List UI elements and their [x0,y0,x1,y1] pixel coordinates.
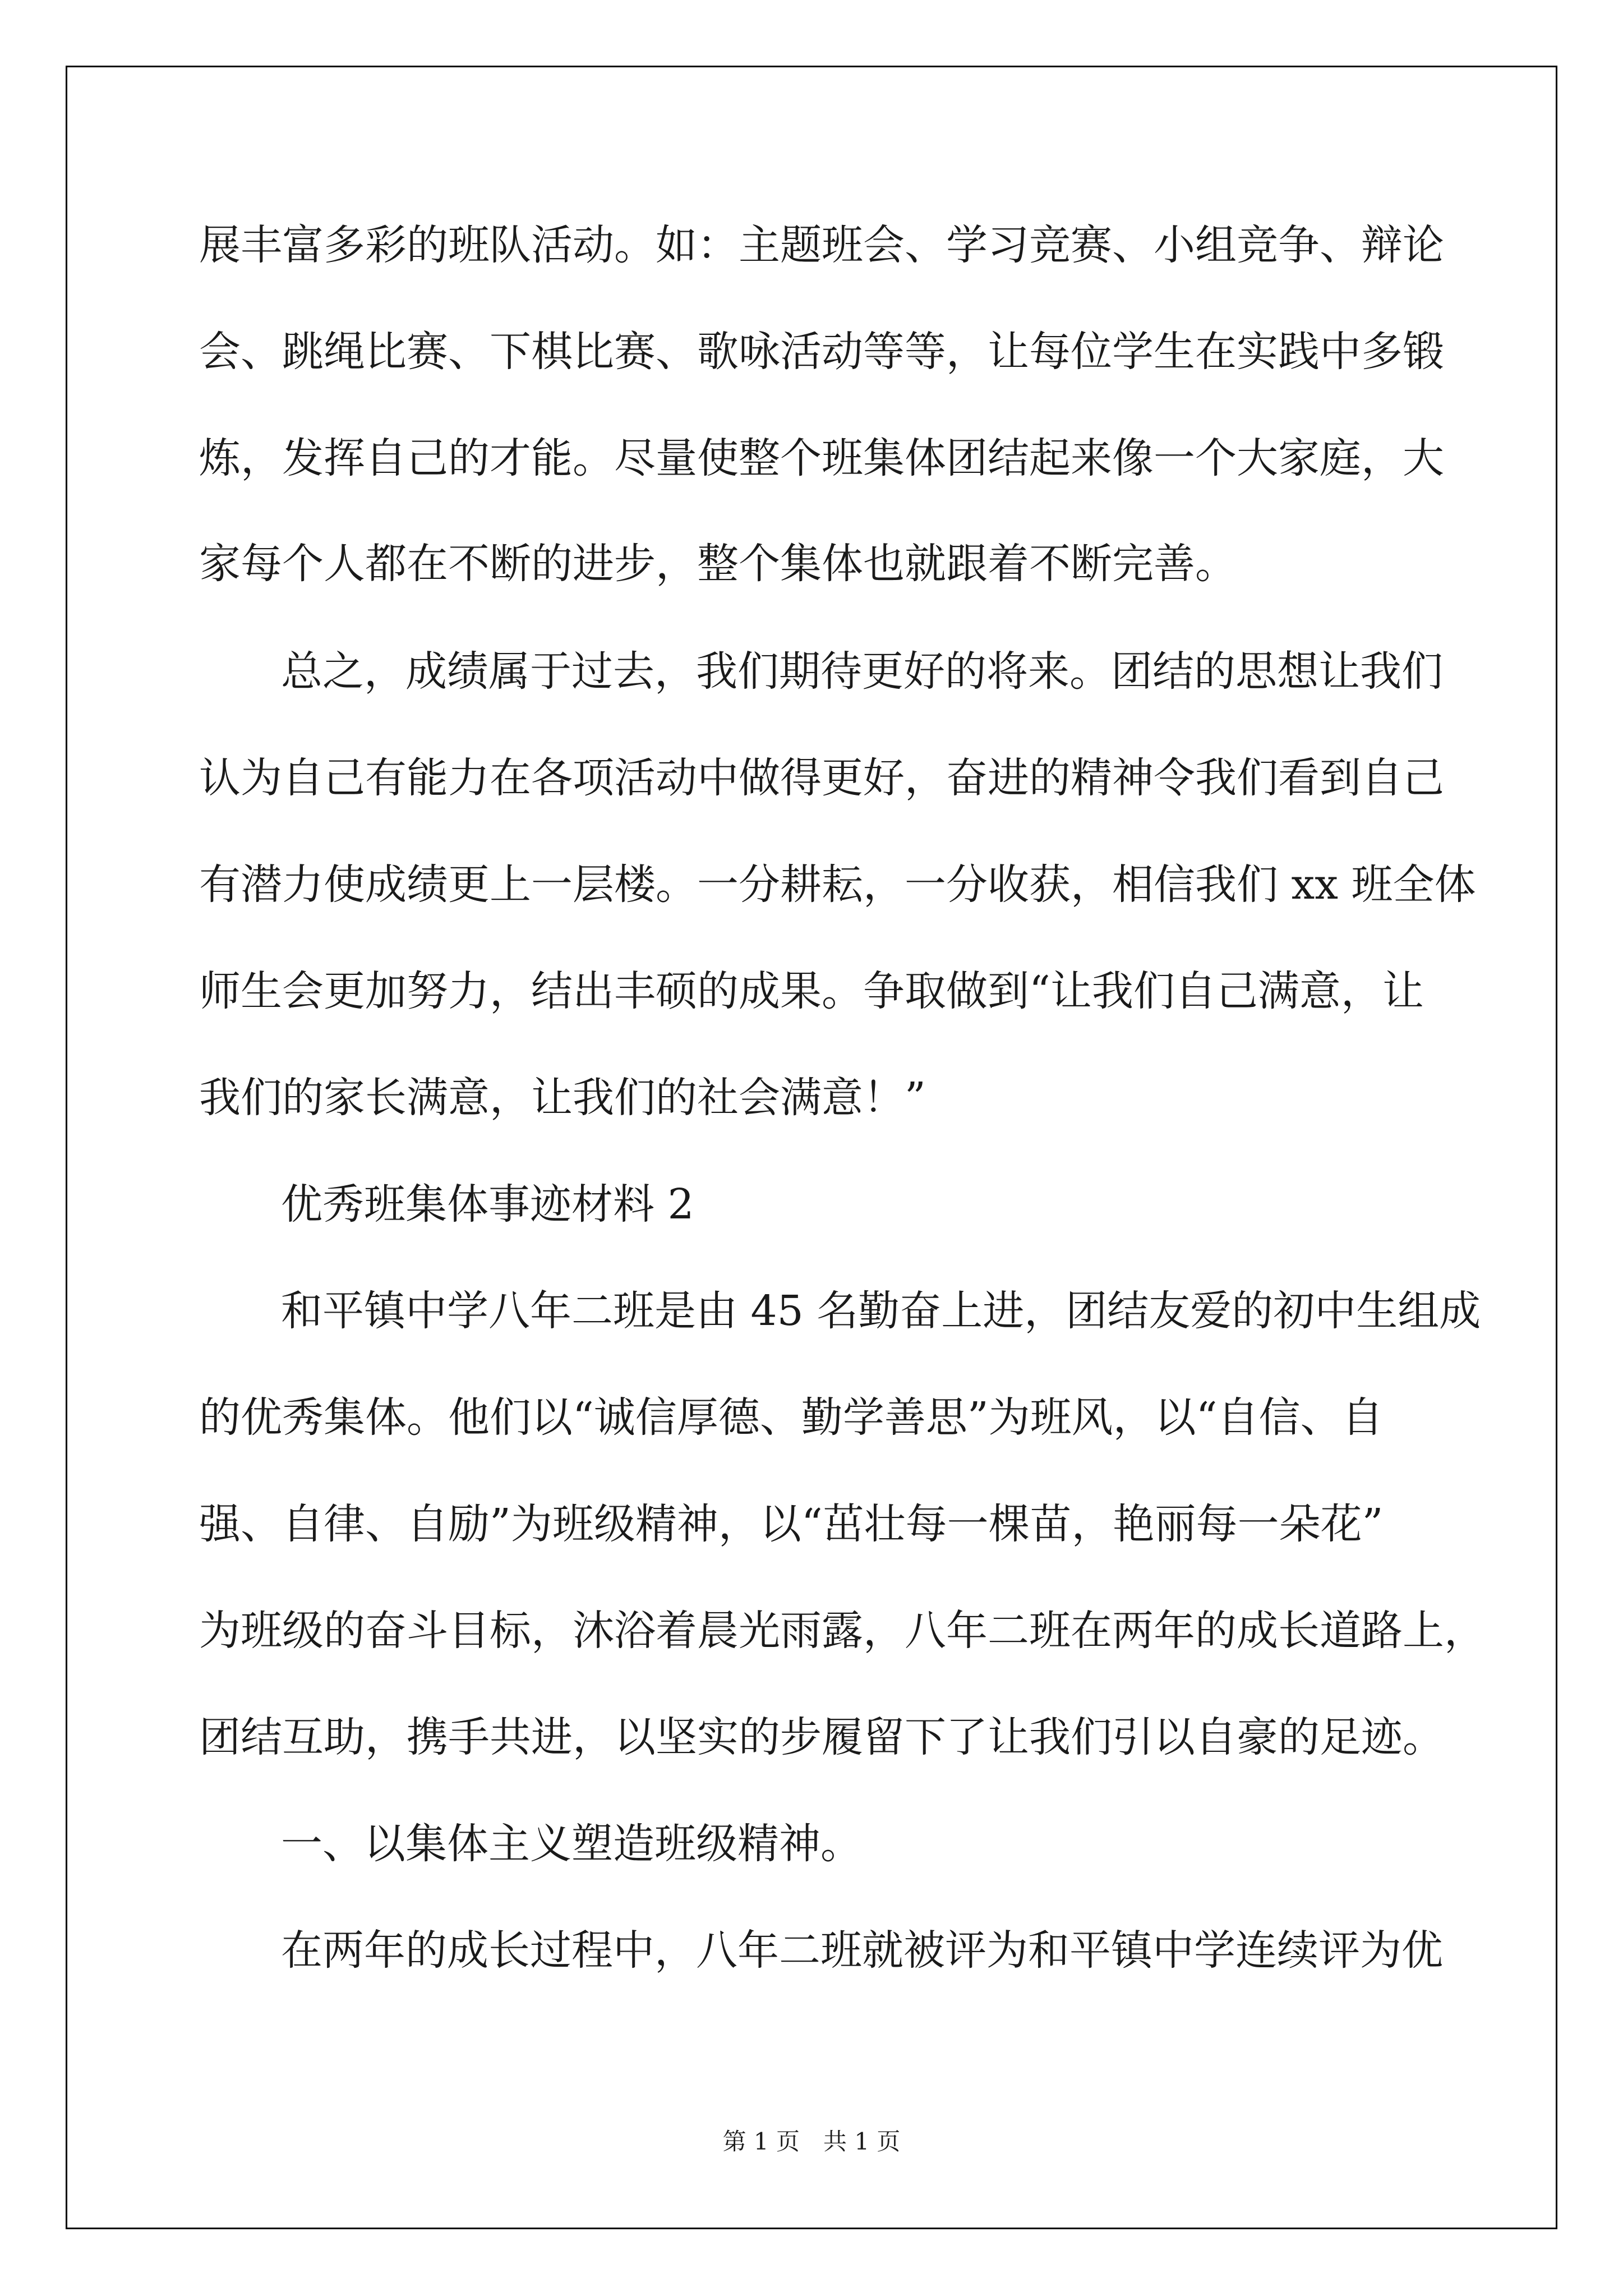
text-line: 为班级的奋斗目标，沐浴着晨光雨露，八年二班在两年的成长道路上， [199,1607,1486,1655]
text-line: 在两年的成长过程中，八年二班就被评为和平镇中学连续评为优 [281,1926,1443,1975]
text-line: 会、跳绳比赛、下棋比赛、歌咏活动等等，让每位学生在实践中多锻 [199,328,1444,376]
section-heading: 优秀班集体事迹材料 2 [281,1180,694,1228]
text-line: 有潜力使成绩更上一层楼。一分耕耘，一分收获，相信我们 xx 班全体 [199,861,1476,909]
page-border [66,66,1557,2229]
text-line: 团结互助，携手共进，以坚实的步履留下了让我们引以自豪的足迹。 [199,1713,1444,1761]
text-line: 展丰富多彩的班队活动。如：主题班会、学习竞赛、小组竞争、辩论 [199,221,1444,269]
text-line: 师生会更加努力，结出丰硕的成果。争取做到“让我们自己满意，让 [199,967,1424,1015]
text-line: 的优秀集体。他们以“诚信厚德、勤学善思”为班风，以“自信、自 [199,1393,1384,1442]
text-line: 我们的家长满意，让我们的社会满意！” [199,1074,926,1122]
page-number: 第 1 页 共 1 页 [722,2128,901,2155]
text-line: 和平镇中学八年二班是由 45 名勤奋上进，团结友爱的初中生组成 [281,1287,1481,1335]
text-line: 总之，成绩属于过去，我们期待更好的将来。团结的思想让我们 [281,647,1443,696]
text-line: 炼，发挥自己的才能。尽量使整个班集体团结起来像一个大家庭，大 [199,434,1444,482]
text-line: 一、以集体主义塑造班级精神。 [281,1820,862,1868]
text-line: 认为自己有能力在各项活动中做得更好，奋进的精神令我们看到自己 [199,754,1444,802]
text-line: 家每个人都在不断的进步，整个集体也就跟着不断完善。 [199,540,1237,588]
text-line: 强、自律、自励”为班级精神，以“茁壮每一棵苗，艳丽每一朵花” [199,1500,1384,1548]
